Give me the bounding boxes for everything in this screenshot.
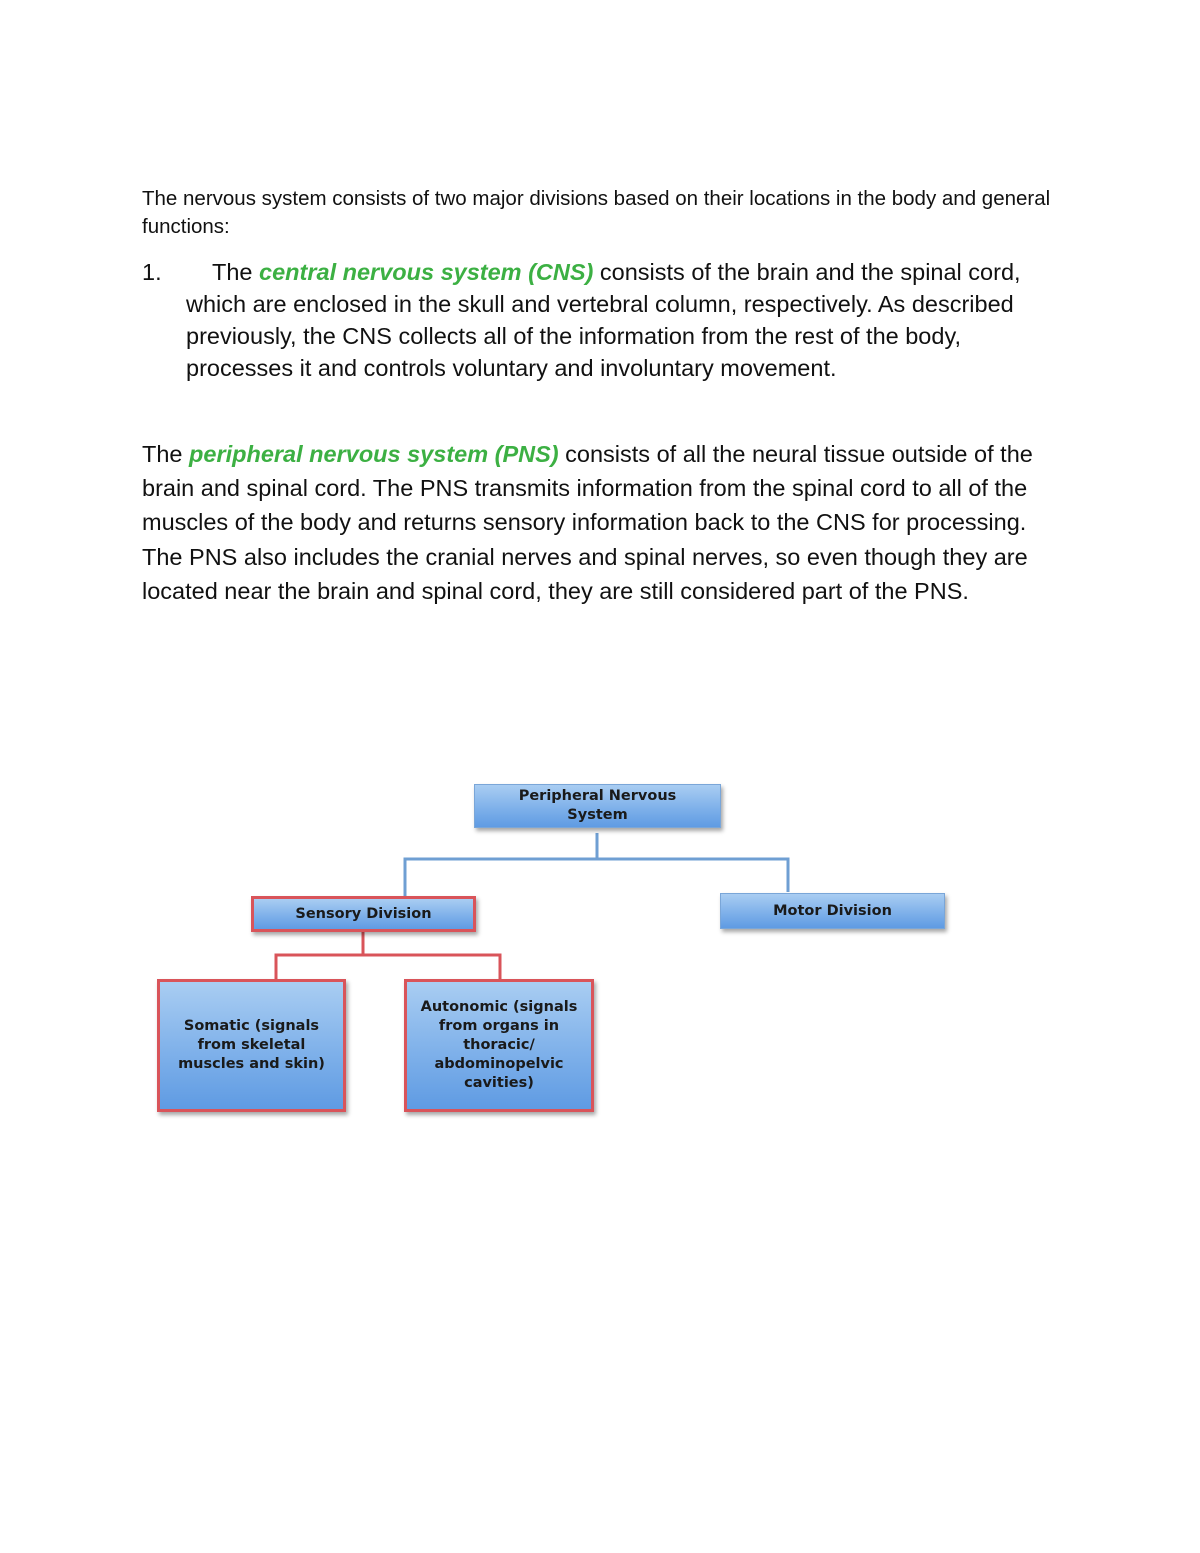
cns-text: consists of the brain and the spinal cord, which are enclosed in the skull and vertebral column, respectively. As described previously, the CNS collects all of the information from the rest of the body, processes it and controls voluntary and involuntary movement. bbox=[186, 259, 1021, 381]
motor-division-box: Motor Division bbox=[720, 893, 945, 929]
cns-term: central nervous system (CNS) bbox=[259, 259, 594, 285]
sensory-connector bbox=[276, 932, 363, 981]
list-number: 1. bbox=[142, 259, 162, 285]
cns-description bbox=[186, 256, 1042, 384]
pns-text: consists of all the neural tissue outside of the brain and spinal cord. The PNS transmits information from the spinal cord to all of the muscles of the body and returns sensory information back to the CNS for processing. The PNS also includes the cranial nerves and spinal nerves, so even though they are located near the brain and spinal cord, they are still considered part of the PNS. bbox=[142, 441, 1033, 604]
autonomic-box: Autonomic (signals from organs in thoracic/ abdominopelvic cavities) bbox=[404, 979, 594, 1112]
somatic-box: Somatic (signals from skeletal muscles and skin) bbox=[157, 979, 346, 1112]
pns-hierarchy-diagram bbox=[150, 775, 960, 1120]
autonomic-connector bbox=[363, 955, 500, 981]
cns-lead-word: The bbox=[212, 259, 253, 285]
pns-term: peripheral nervous system (PNS) bbox=[189, 441, 559, 467]
pns-root-box: Peripheral Nervous System bbox=[474, 784, 721, 828]
pns-paragraph bbox=[142, 437, 1072, 608]
root-connector bbox=[405, 833, 597, 897]
sensory-division-box: Sensory Division bbox=[251, 896, 476, 932]
motor-connector bbox=[597, 859, 788, 892]
pns-lead-word: The bbox=[142, 441, 183, 467]
cns-list-item bbox=[142, 256, 1042, 384]
intro-paragraph: The nervous system consists of two major divisions based on their locations in the body and general functions: bbox=[142, 187, 1051, 238]
